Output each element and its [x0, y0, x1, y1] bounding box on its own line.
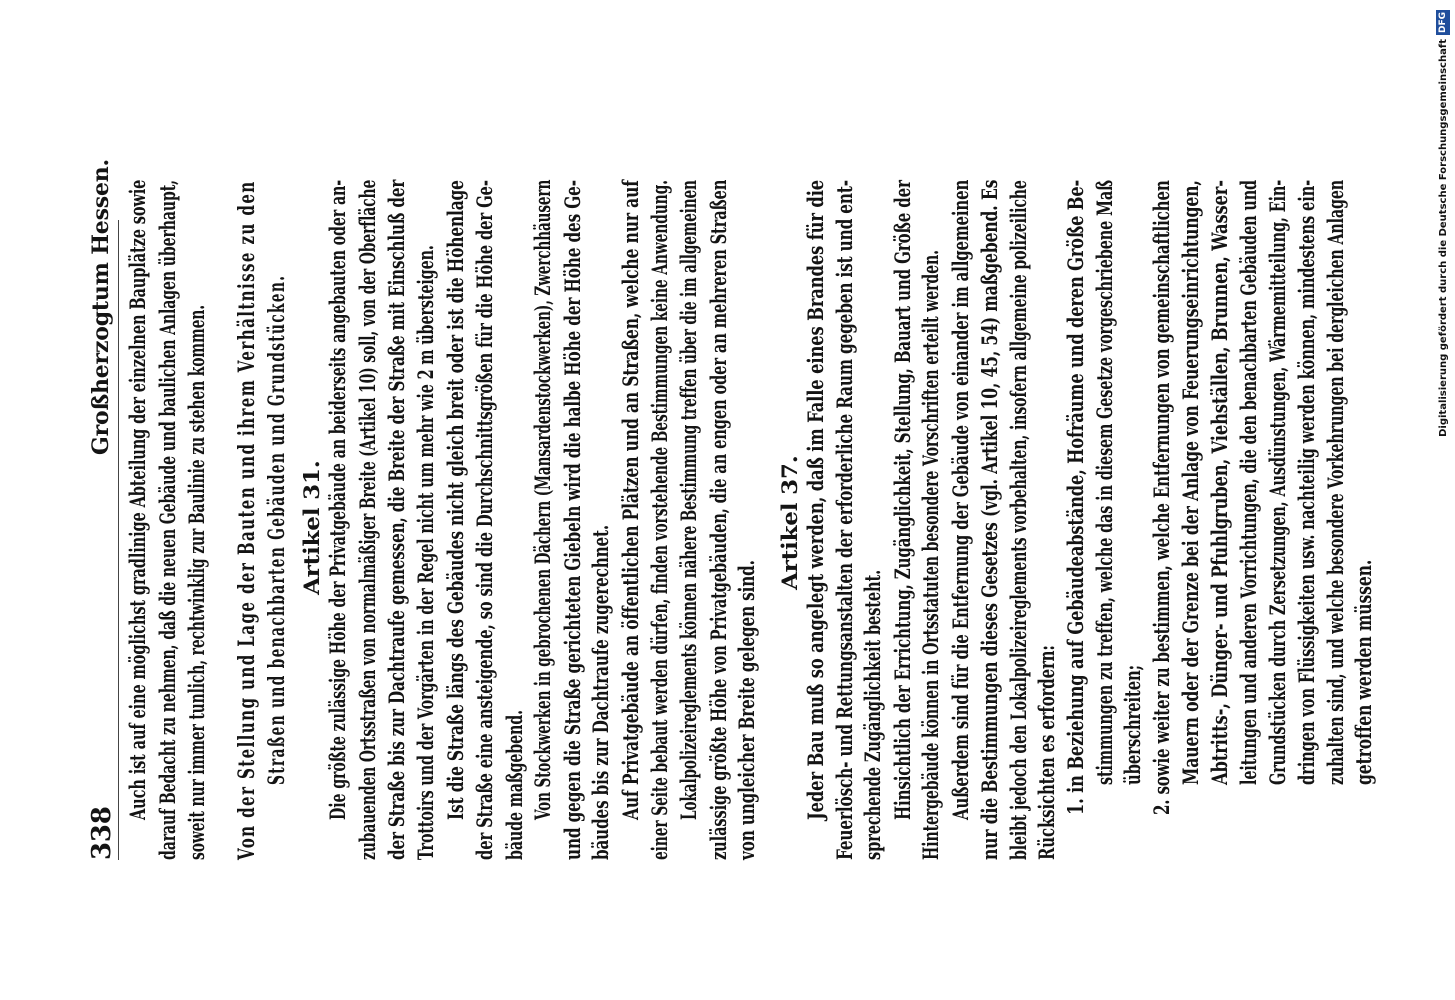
text-line: Straßen und benachbarten Gebäuden und Grundstücken.: [264, 274, 290, 785]
text-line: bäude maßgebend.: [502, 710, 527, 860]
text-line: Grundstücken durch Zersetzungen, Ausdünstungen, Wärmemitteilung, Ein-: [1265, 179, 1290, 785]
text-line: Lokalpolizeireglements können nähere Bestimmung treffen über die im allgemeinen: [676, 180, 701, 820]
page-number: 338: [87, 806, 117, 860]
text-line: darauf Bedacht zu nehmen, daß die neuen Gebäude und baulichen Anlagen überhaupt,: [155, 180, 180, 860]
digitization-note: [1433, 10, 1453, 990]
text-line: zuhalten sind, und welche besondere Vorkehrungen bei dergleichen Anlagen: [1323, 180, 1348, 785]
text-line: Abtritts-, Dünger- und Pfuhlgruben, Viehställen, Brunnen, Wasser-: [1207, 180, 1232, 785]
text-line: Hinsichtlich der Errichtung, Zugänglichkeit, Stellung, Bauart und Größe der: [890, 180, 915, 820]
text-line: Artikel 31.: [299, 460, 324, 595]
text-line: Von der Stellung und Lage der Bauten und ihrem Verhältnisse zu den: [234, 180, 260, 860]
text-line: Artikel 37.: [777, 455, 802, 590]
text-line: der Straße eine ansteigende, so sind die Durchschnittsgrößen für die Höhe der Ge-: [472, 180, 497, 860]
text-line: getroffen werden müssen.: [1351, 559, 1376, 785]
text-line: sprechende Zugänglichkeit besteht.: [860, 569, 885, 860]
text-line: überschreiten;: [1120, 665, 1145, 785]
text-line: Von Stockwerken in gebrochenen Dächern (Mansardenstockwerken), Zwerchhäusern: [530, 179, 555, 820]
text-line: Auf Privatgebäude an öffentlichen Plätzen und an Straßen, welche nur auf: [618, 180, 643, 820]
dfg-logo: DFG: [1438, 12, 1448, 34]
text-line: zubauenden Ortsstraßen von normalmäßiger Breite (Artikel 10) soll, von der Oberfläche: [355, 179, 380, 860]
text-line: Rücksichten es erfordern:: [1034, 645, 1059, 860]
text-line: Trottoirs und der Vorgärten in der Regel nicht um mehr wie 2 m übersteigen.: [413, 245, 438, 860]
text-line: 1. in Beziehung auf Gebäudeabstände, Hofräume und deren Größe Be-: [1063, 179, 1088, 815]
text-line: bleibt jedoch den Lokalpolizeireglements vorbehalten, insofern allgemeine polizeiliche: [1006, 180, 1031, 860]
text-line: Feuerlösch- und Rettungsanstalten der erforderliche Raum gegeben ist und ent-: [832, 180, 857, 860]
text-line: Außerdem sind für die Entfernung der Gebäude von einander im allgemeinen: [948, 179, 973, 820]
text-line: der Straße bis zur Dachtraufe gemessen, die Breite der Straße mit Einschluß der: [384, 179, 409, 860]
text-line: Die größte zulässige Höhe der Privatgebäude an beiderseits angebauten oder an-: [325, 179, 350, 820]
text-line: Hintergebäude können in Ortsstatuten besondere Vorschriften erteilt werden.: [918, 250, 943, 860]
text-line: bäudes bis zur Dachtraufe zugerechnet.: [588, 524, 613, 860]
text-line: zulässige größte Höhe von Privatgebäuden, die an engen oder an mehreren Straßen: [706, 179, 731, 860]
text-line: Jeder Bau muß so angelegt werden, daß im Falle eines Brandes für die: [803, 179, 828, 820]
text-line: Auch ist auf eine möglichst gradlinige Abteilung der einzelnen Bauplätze sowie: [125, 179, 150, 820]
text-line: Mauern oder der Grenze bei der Anlage von Feuerungseinrichtungen,: [1178, 180, 1203, 785]
text-line: stimmungen zu treffen, welche das in diesem Gesetze vorgeschriebene Maß: [1092, 180, 1117, 785]
digitization-text: Digitalisierung gefördert durch die Deutsche Forschungsgemeinschaft: [1437, 39, 1449, 437]
text-line: 2. sowie weiter zu bestimmen, welche Entfernungen von gemeinschaftlichen: [1149, 180, 1174, 815]
text-line: leitungen und anderen Vorrichtungen, die den benachbarten Gebäuden und: [1236, 180, 1261, 785]
text-line: Ist die Straße längs des Gebäudes nicht gleich breit oder ist die Höhenlage: [443, 180, 468, 820]
text-line: soweit nur immer tunlich, rechtwinklig zur Baulinie zu stehen kommen.: [184, 305, 209, 860]
text-line: von ungleicher Breite gelegen sind.: [734, 560, 759, 860]
running-head: Großherzogtum Hessen.: [88, 158, 114, 455]
text-line: und gegen die Straße gerichteten Giebeln wird die halbe Höhe der Höhe des Ge-: [560, 180, 585, 860]
text-line: dringen von Flüssigkeiten usw. nachteilig werden können, mindestens ein-: [1294, 179, 1319, 785]
text-line: nur die Bestimmungen dieses Gesetzes (vgl. Artikel 10, 45, 54) maßgebend. Es: [977, 179, 1002, 860]
text-line: einer Seite bebaut werden dürfen, finden vorstehende Bestimmungen keine Anwendung.: [647, 180, 672, 860]
header-rule: [118, 220, 119, 860]
